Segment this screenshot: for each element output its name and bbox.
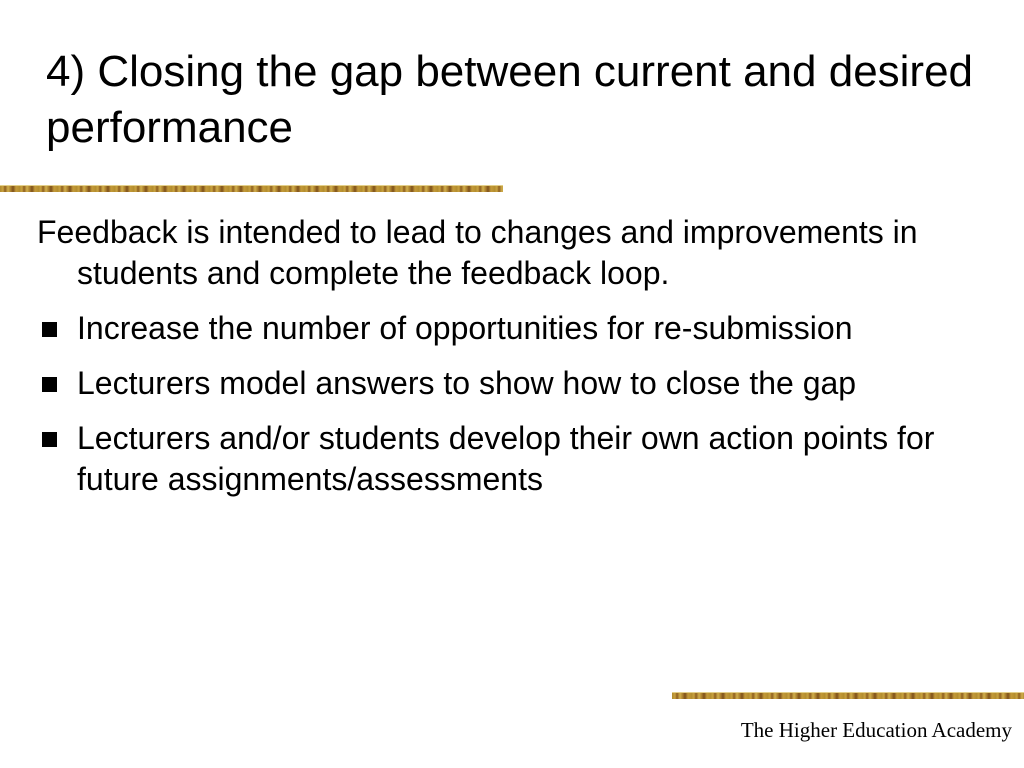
bullet-text: Lecturers and/or students develop their own action points for future assignments/assessments — [77, 420, 935, 497]
intro-paragraph: Feedback is intended to lead to changes and improvements in students and complete the feedback loop. — [37, 214, 918, 291]
square-bullet-icon — [42, 432, 57, 447]
bullet-list — [37, 308, 987, 500]
title-divider — [0, 185, 503, 192]
bullet-item — [37, 308, 987, 349]
slide-title: 4) Closing the gap between current and desired performance — [46, 47, 974, 152]
square-bullet-icon — [42, 322, 57, 337]
footer-divider — [672, 692, 1024, 699]
bullet-item — [37, 418, 987, 500]
square-bullet-icon — [42, 377, 57, 392]
footer-organization: The Higher Education Academy — [740, 718, 1012, 742]
bullet-item — [37, 363, 987, 404]
bullet-text: Lecturers model answers to show how to close the gap — [77, 365, 857, 401]
slide-body — [37, 212, 987, 514]
bullet-text: Increase the number of opportunities for re-submission — [77, 310, 853, 346]
